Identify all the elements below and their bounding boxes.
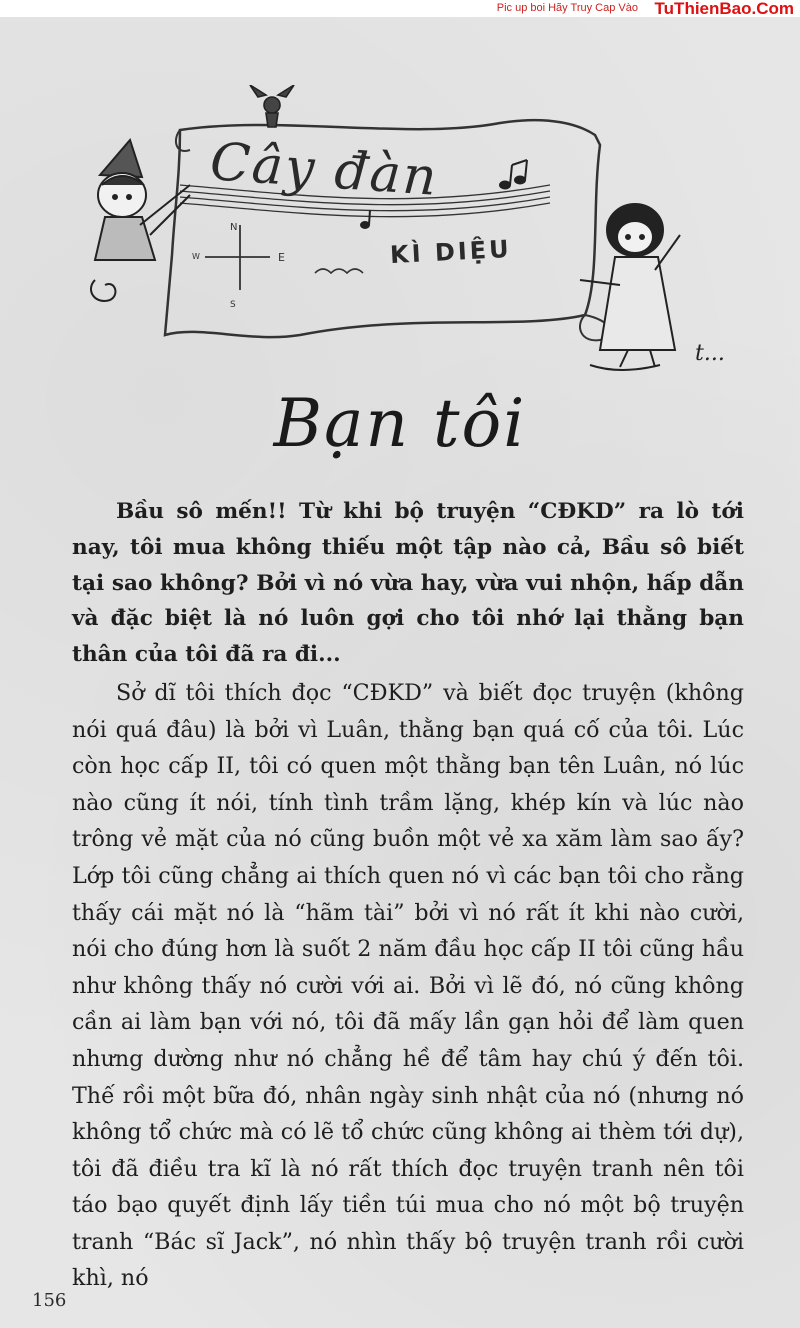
story-body (72, 494, 744, 1297)
series-title: Cây đàn (208, 132, 441, 208)
watermark-brand: TuThienBao.Com (654, 0, 794, 18)
watermark-bar (0, 0, 800, 17)
page-number: 156 (32, 1290, 67, 1311)
compass-e: E (278, 251, 285, 264)
series-subtitle: KÌ DIỆU (389, 234, 513, 270)
compass-rose (205, 225, 270, 290)
story-title: Bạn tôi (273, 385, 527, 462)
signature: t... (695, 341, 725, 366)
scroll-curl-left (176, 130, 190, 151)
watermark-text: Pic up boi Hãy Truy Cap Vào (496, 2, 638, 14)
fairy-character (250, 85, 294, 127)
compass-w: W (192, 252, 200, 261)
compass-s: S (230, 300, 236, 310)
lead-paragraph: Bầu sô mến!! Từ khi bộ truyện “CĐKD” ra lò tới nay, tôi mua không thiếu một tập nào cả, Bầu sô biết tại sao không? Bởi vì nó vừa hay, vừa vui nhộn, hấp dẫn và đặc biệt là nó luôn gợi cho tôi nhớ lại thằng bạn thân của tôi đã ra đi... (72, 499, 744, 668)
body-paragraph: Sở dĩ tôi thích đọc “CĐKD” và biết đọc truyện (không nói quá đâu) là bởi vì Luân, thằng bạn quá cố của tôi. Lúc còn học cấp II, tôi có quen một thằng bạn tên Luân, nó lúc nào cũng ít nói, tính tình trầm lặng, khép kín và lúc nào trông vẻ mặt của nó cũng buồn một vẻ xa xăm làm sao ấy? Lớp tôi cũng chẳng ai thích quen nó vì các bạn tôi cho rằng thấy cái mặt nó là “hãm tài” bởi vì nó rất ít khi nào cười, nói cho đúng hơn là suốt 2 năm đầu học cấp II tôi cũng hầu như không thấy nó cười với ai. Bởi vì lẽ đó, nó cũng không cần ai làm bạn với nó, tôi đã mấy lần gạn hỏi để làm quen nhưng dường như nó chẳng hề để tâm hay chú ý đến tôi. Thế rồi một bữa đó, nhân ngày sinh nhật của nó (nhưng nó không tổ chức mà có lẽ tổ chức cũng không ai thèm tới dự), tôi đã điều tra kĩ là nó rất thích đọc truyện tranh nên tôi táo bạo quyết định lấy tiền túi mua cho nó một bộ truyện tranh “Bác sĩ Jack”, nó nhìn thấy bộ truyện tranh rồi cười khì, nó (72, 679, 744, 1292)
header-illustration (80, 85, 770, 385)
compass-n: N (230, 222, 238, 233)
wavy-line (315, 269, 363, 273)
